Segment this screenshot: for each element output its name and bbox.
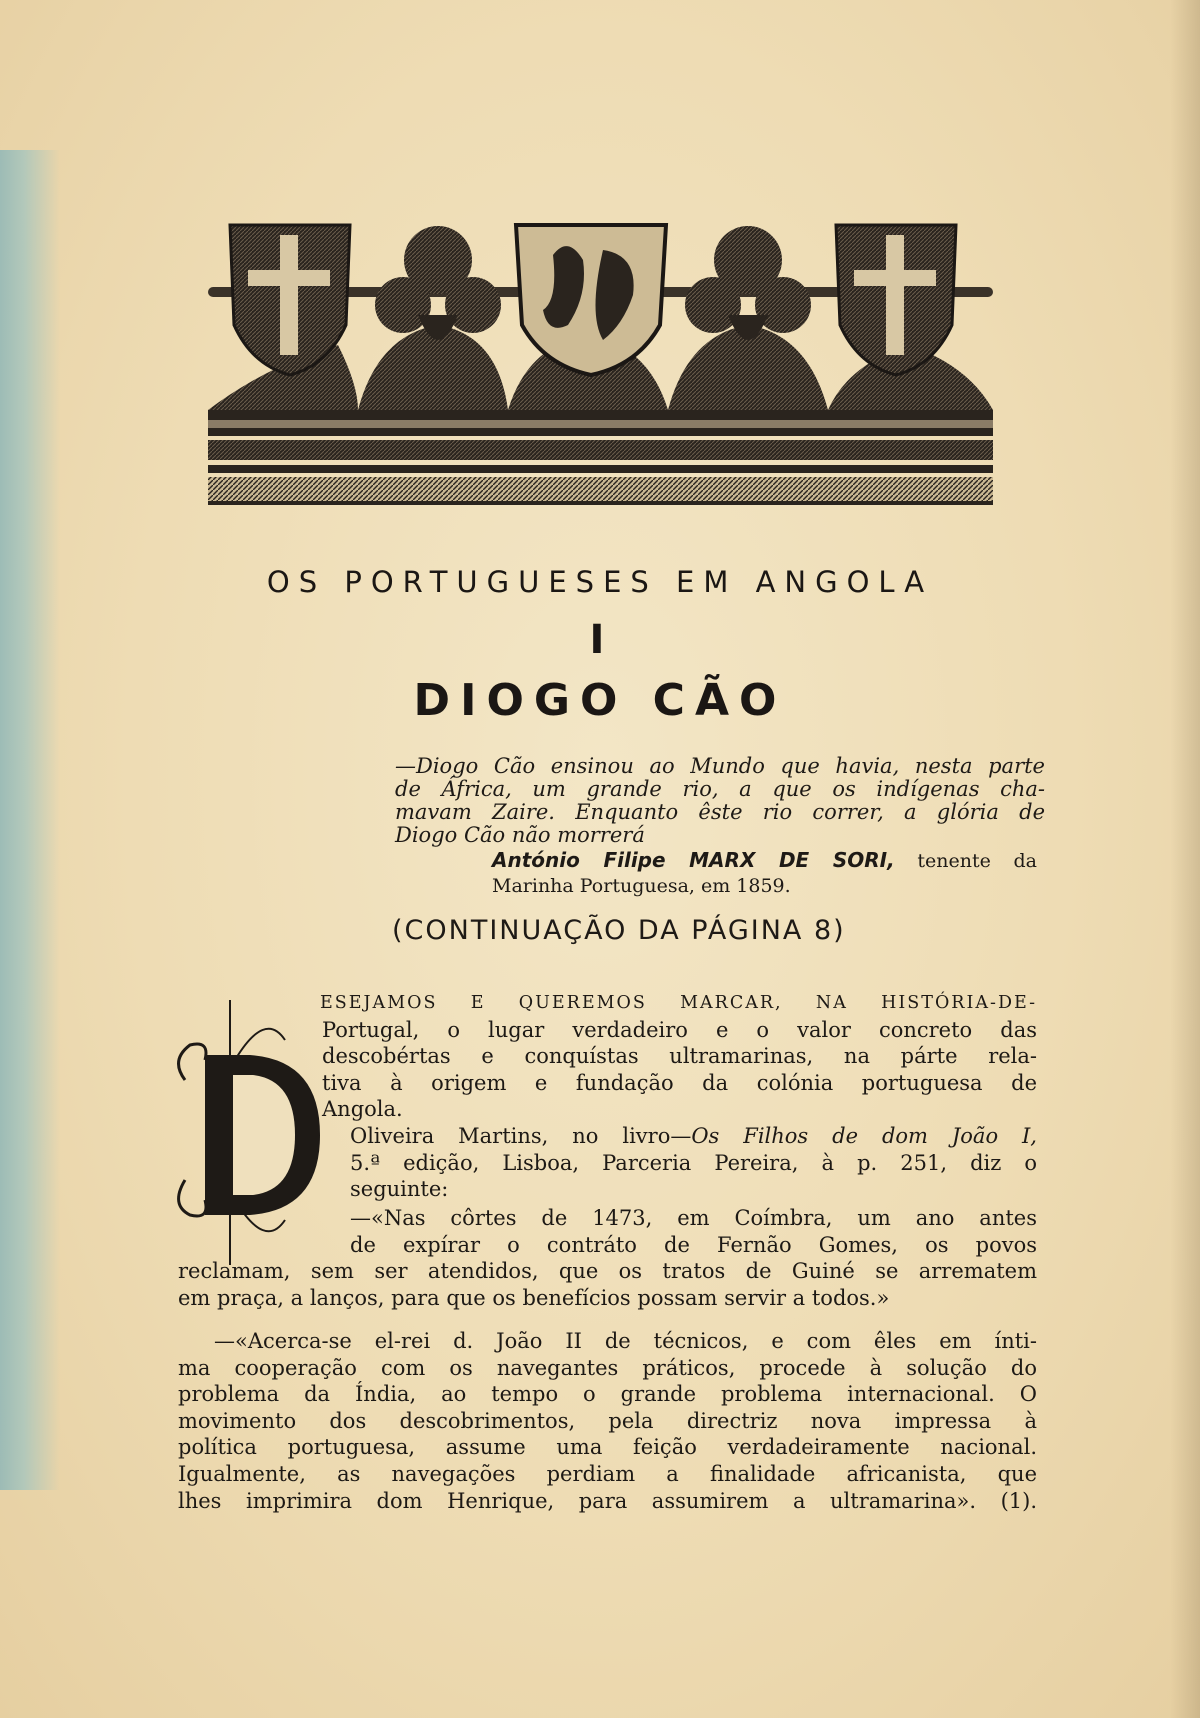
continuation-note: (CONTINUAÇÃO DA PÁGINA 8) [392, 915, 846, 946]
body-line: movimento dos descobrimentos, pela directriz nova impressa à [178, 1408, 1037, 1433]
epigraph-line: —Diogo Cão ensinou ao Mundo que havia, nesta parte [395, 754, 1045, 778]
dropcap-letter: D [195, 1220, 196, 1221]
body-line: de expírar o contráto de Fernão Gomes, os povos [350, 1232, 1037, 1257]
body-line: lhes imprimira dom Henrique, para assumirem a ultramarina». (1). [178, 1488, 1037, 1513]
epigraph-line: de África, um grande rio, a que os indígenas cha- [395, 777, 1045, 801]
page-title: DIOGO CÃO [413, 675, 787, 726]
citation-intro: Oliveira Martins, no livro— [350, 1124, 692, 1148]
epigraph-line: Diogo Cão não morrerá [395, 823, 645, 847]
body-line: Angola. [322, 1097, 403, 1122]
crest-banner-illustration [208, 215, 993, 515]
author-role-line: Marinha Portuguesa, em 1859. [492, 875, 791, 897]
book-title: Os Filhos de dom João I, [691, 1124, 1037, 1148]
paragraph-citation [350, 1123, 1037, 1203]
water-stain [0, 150, 60, 1490]
series-title: OS PORTUGUESES EM ANGOLA [266, 565, 934, 599]
author-role: tenente da [917, 850, 1038, 872]
body-line: —«Acerca-se el-rei d. João II de técnicos, e com êles em ínti- [214, 1329, 1037, 1353]
body-line: ma cooperação com os navegantes práticos, procede à solução do [178, 1355, 1037, 1380]
author-name: António Filipe MARX DE SORI, [492, 848, 895, 872]
body-line: 5.ª edição, Lisboa, Parceria Pereira, à p. 251, diz o [350, 1150, 1037, 1175]
paragraph-quote-2 [178, 1328, 1037, 1514]
body-line: em praça, a lanços, para que os benefícios possam servir a todos.» [178, 1285, 890, 1310]
paragraph-lead: ESEJAMOS E QUEREMOS MARCAR, NA HISTÓRIA-DE- [320, 993, 1037, 1013]
paragraph-quote-1 [178, 1205, 1037, 1311]
body-line: seguinte: [350, 1177, 449, 1202]
epigraph-attribution [492, 848, 1037, 899]
body-line: tiva à origem e fundação da colónia portuguesa de [322, 1070, 1037, 1095]
chapter-number: I [589, 617, 611, 663]
paragraph-intro [322, 990, 1037, 1123]
body-line: Portugal, o lugar verdadeiro e o valor concreto das [322, 1017, 1037, 1042]
body-line: política portuguesa, assume uma feição verdadeiramente nacional. [178, 1435, 1037, 1460]
page-edge-shadow [1170, 0, 1200, 1718]
body-line: reclamam, sem ser atendidos, que os tratos de Guiné se arrematem [178, 1259, 1037, 1284]
epigraph-line: mavam Zaire. Enquanto êste rio correr, a glória de [395, 800, 1045, 824]
body-line: —«Nas côrtes de 1473, em Coímbra, um ano antes [350, 1206, 1037, 1230]
epigraph [395, 755, 1045, 847]
body-line: problema da Índia, ao tempo o grande problema internacional. O [178, 1382, 1037, 1407]
body-line: descobértas e conquístas ultramarinas, na párte rela- [322, 1044, 1037, 1069]
body-line: Igualmente, as navegações perdiam a finalidade africanista, que [178, 1461, 1037, 1486]
